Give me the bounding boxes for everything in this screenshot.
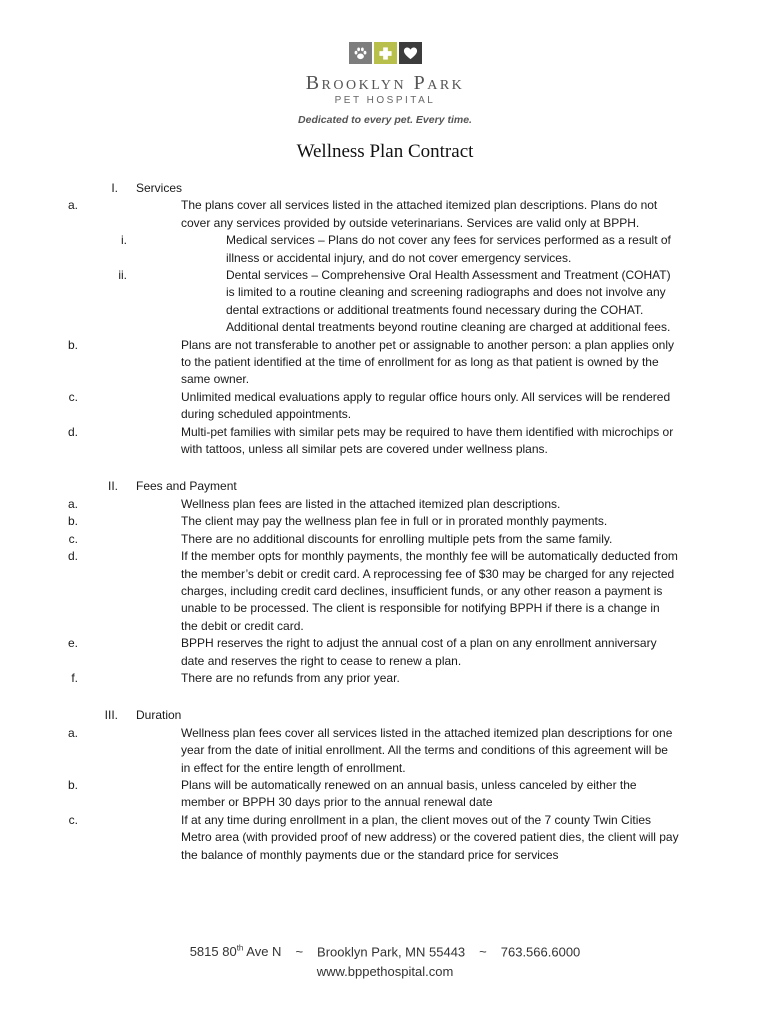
item-marker: a. [67, 198, 78, 213]
item-marker: ii. [118, 268, 127, 283]
item-text: Medical services – Plans do not cover any fees for services performed as a result of illness or accidental injury, and do not cover emergency services. [226, 233, 671, 265]
section-numeral: II. [107, 479, 118, 494]
footer-website[interactable]: www.bppethospital.com [316, 964, 454, 980]
section-title: Fees and Payment [136, 479, 237, 494]
footer-separator: ~ [479, 944, 487, 960]
item-marker: c. [68, 812, 78, 827]
logo [0, 42, 770, 126]
item-text: There are no refunds from any prior year. [181, 670, 400, 685]
item-marker: d. [67, 424, 78, 439]
item-text: BPPH reserves the right to adjust the annual cost of a plan on any enrollment anniversary date and reserves the right to cease to renew a plan. [181, 636, 657, 668]
item-marker: a. [67, 496, 78, 511]
item-text: Dental services – Comprehensive Oral Health Assessment and Treatment (COHAT) is limited to a routine cleaning and screening radiographs and does not involve any dental extractions or additional treatments found necessary during the COHAT. Additional dental treatments beyond routine cleaning are charged at additional fees. [226, 268, 671, 335]
section-title: Services [136, 181, 183, 195]
footer [0, 939, 770, 982]
list-item [0, 812, 679, 864]
list-item [0, 635, 679, 670]
contract-body [0, 180, 770, 864]
section-gap [0, 458, 770, 478]
street-name: Ave N [243, 944, 282, 960]
list-item [0, 389, 679, 424]
sub-list-item [0, 267, 681, 337]
section-duration [0, 707, 770, 864]
section-fees [0, 478, 770, 687]
section-numeral: III. [104, 708, 118, 723]
brand-name: Brooklyn Park [305, 72, 465, 94]
footer-address-line [0, 939, 770, 962]
list-item [0, 337, 679, 389]
footer-phone: 763.566.6000 [500, 944, 581, 960]
item-text: The plans cover all services listed in the attached itemized plan descriptions. Plans do not cover any services provided by outside veterinarians. Services are valid only at BPPH. [181, 198, 658, 230]
tagline: Dedicated to every pet. Every time. [298, 114, 472, 126]
brand-subtitle: PET HOSPITAL [334, 95, 436, 106]
logo-tiles [0, 42, 770, 64]
section-numeral: I. [111, 181, 118, 195]
footer-city: Brooklyn Park, MN 55443 [317, 944, 466, 960]
item-marker: c. [68, 389, 78, 404]
item-marker: b. [67, 514, 78, 529]
page-title: Wellness Plan Contract [296, 141, 474, 162]
section-services [0, 180, 770, 458]
list-item [0, 670, 679, 687]
paw-icon [349, 42, 372, 64]
item-marker: b. [67, 777, 78, 792]
item-text: There are no additional discounts for enrolling multiple pets from the same family. [181, 531, 613, 546]
item-text: If at any time during enrollment in a plan, the client moves out of the 7 county Twin Cities Metro area (with provided proof of new address) or the covered patient dies, the client will pay the balance of monthly payments due or the standard price for services [181, 812, 679, 862]
street-ordinal: th [236, 944, 244, 953]
item-text: Wellness plan fees cover all services listed in the attached itemized plan descriptions for one year from the date of initial enrollment. All the terms and conditions of this agreement will be in effect for the entire length of enrollment. [181, 725, 673, 775]
item-text: Wellness plan fees are listed in the attached itemized plan descriptions. [181, 496, 561, 511]
item-marker: f. [71, 670, 78, 685]
section-gap [0, 687, 770, 707]
item-marker: a. [67, 725, 78, 740]
item-text: Plans will be automatically renewed on an annual basis, unless canceled by either the member or BPPH 30 days prior to the annual renewal date [181, 777, 637, 810]
item-marker: e. [67, 636, 78, 651]
list-item [0, 197, 679, 232]
section-title: Duration [136, 708, 182, 723]
footer-street [190, 944, 282, 959]
list-item [0, 725, 679, 777]
list-item [0, 777, 679, 812]
section-heading [0, 707, 770, 724]
item-marker: d. [67, 549, 78, 564]
item-text: Unlimited medical evaluations apply to regular office hours only. All services will be rendered during scheduled appointments. [181, 389, 671, 422]
item-marker: i. [121, 233, 127, 248]
footer-separator: ~ [295, 944, 304, 960]
item-text: If the member opts for monthly payments, the monthly fee will be automatically deducted from the member’s debit or credit card. A reprocessing fee of $30 may be charged for any rejected charges, including credit card declines, insufficient funds, or any other reason a payment is unable to be processed. The client is responsible for notifying BPPH if there is a change in the debit or credit card. [181, 549, 678, 633]
item-text: The client may pay the wellness plan fee in full or in prorated monthly payments. [181, 514, 608, 529]
list-item [0, 548, 679, 635]
list-item [0, 424, 679, 459]
item-marker: c. [68, 531, 78, 546]
list-item [0, 513, 679, 530]
list-item [0, 531, 679, 548]
heart-icon [399, 42, 422, 64]
section-heading [0, 478, 770, 495]
cross-icon [374, 42, 397, 64]
item-marker: b. [67, 337, 78, 352]
street-number: 5815 80 [189, 944, 237, 960]
item-text: Plans are not transferable to another pet or assignable to another person: a plan applies only to the patient identified at the time of enrollment for as long as that patient is owned by the same owner. [181, 337, 674, 387]
section-heading [0, 180, 770, 197]
sub-list-item [0, 232, 681, 267]
item-text: Multi-pet families with similar pets may be required to have them identified with microchips or with tattoos, unless all similar pets are covered under wellness plans. [181, 424, 674, 457]
list-item [0, 496, 679, 513]
